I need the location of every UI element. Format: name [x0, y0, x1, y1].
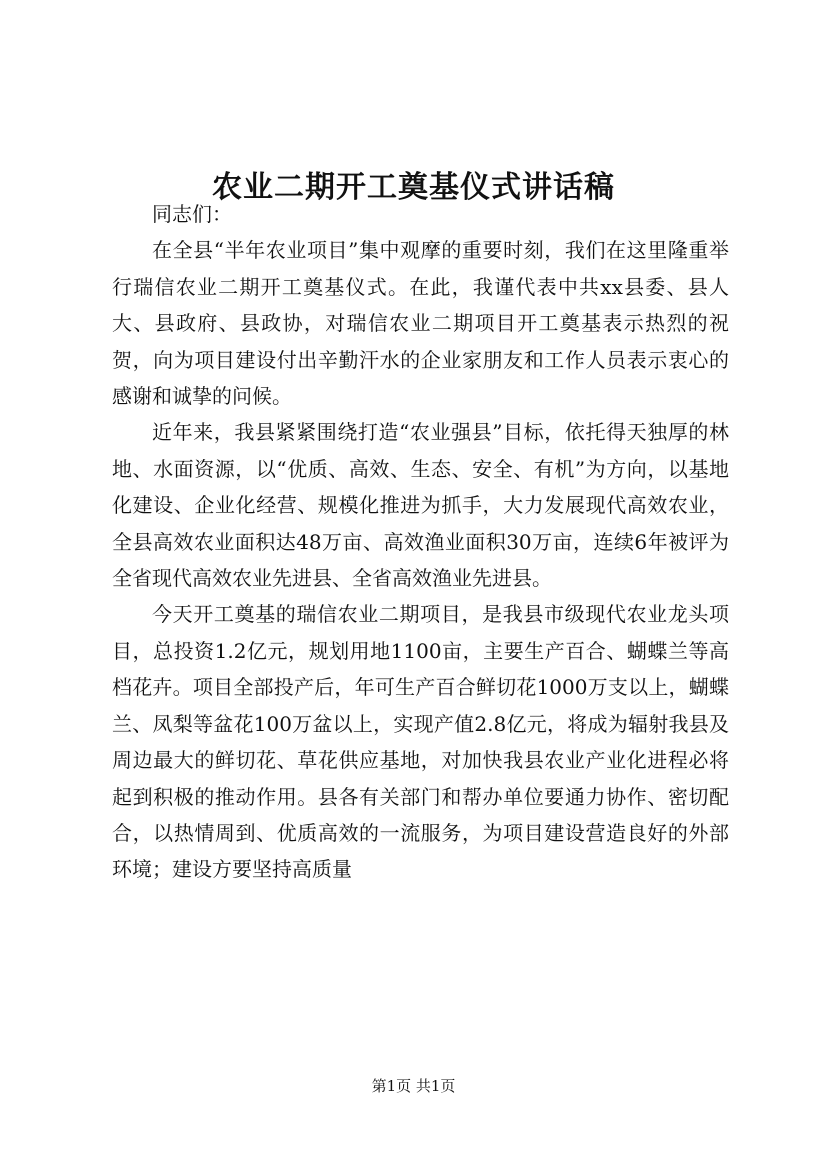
paragraph-1: 在全县“半年农业项目”集中观摩的重要时刻，我们在这里隆重举行瑞信农业二期开工奠基仪式。在此，我谨代表中共xx县委、县人大、县政府、县政协，对瑞信农业二期项目开工奠基表示热烈的祝贺，向为项目建设付出辛勤汗水的企业家朋友和工作人员表示衷心的感谢和诚挚的问候。	[112, 238, 729, 409]
document-title: 农业二期开工奠基仪式讲话稿	[212, 170, 615, 206]
paragraph-2: 近年来，我县紧紧围绕打造“农业强县”目标，依托得天独厚的林地、水面资源，以“优质、高效、生态、安全、有机”为方向，以基地化建设、企业化经营、规模化推进为抓手，大力发展现代高效农业，全县高效农业面积达48万亩、高效渔业面积30万亩，连续6年被评为全省现代高效农业先进县、全省高效渔业先进县。	[112, 420, 729, 591]
document-body	[112, 196, 729, 888]
page-footer: 第1页 共1页	[371, 1077, 456, 1095]
greeting-line: 同志们：	[152, 202, 232, 226]
paragraph-3: 今天开工奠基的瑞信农业二期项目，是我县市级现代农业龙头项目，总投资1.2亿元，规划用地1100亩，主要生产百合、蝴蝶兰等高档花卉。项目全部投产后，年可生产百合鲜切花1000万支以上，蝴蝶兰、凤梨等盆花100万盆以上，实现产值2.8亿元，将成为辐射我县及周边最大的鲜切花、草花供应基地，对加快我县农业产业化进程必将起到积极的推动作用。县各有关部门和帮办单位要通力协作、密切配合，以热情周到、优质高效的一流服务，为项目建设营造良好的外部环境；建设方要坚持高质量	[112, 602, 729, 882]
